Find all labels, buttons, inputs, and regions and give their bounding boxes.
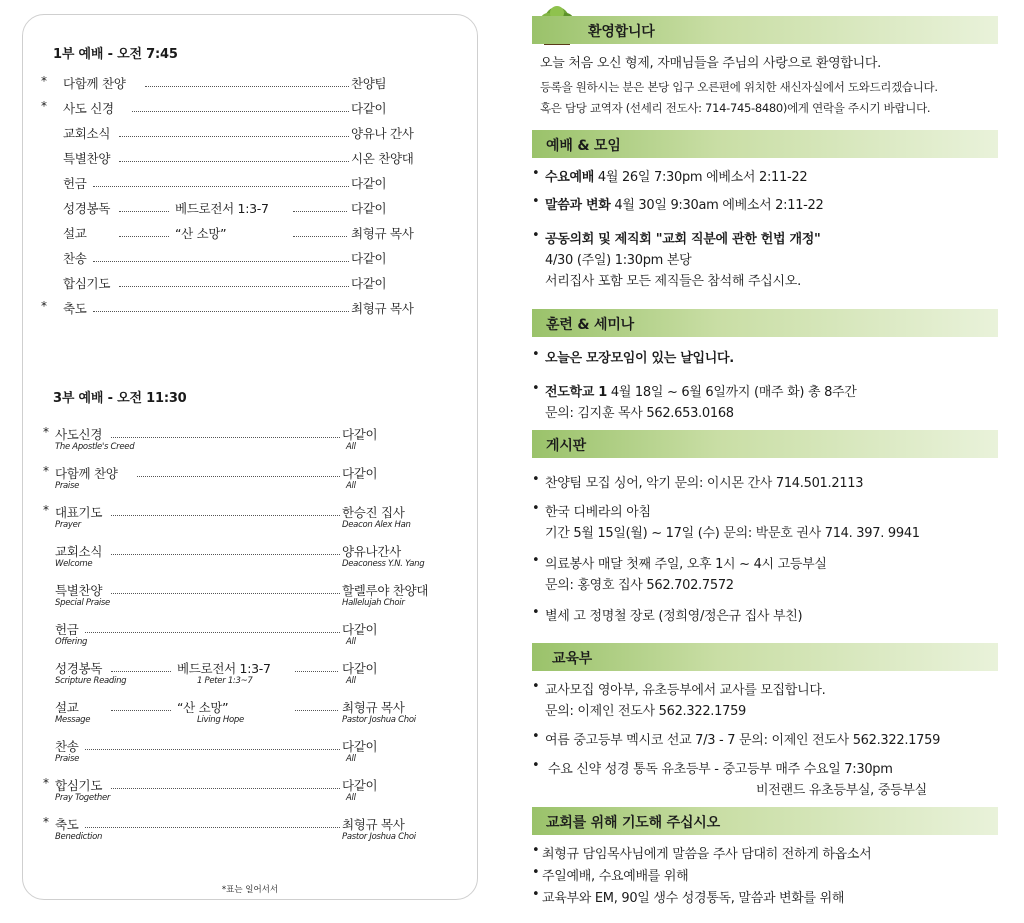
row-performer-en: All [346, 676, 356, 686]
service-row [23, 737, 477, 764]
dot-leader [295, 661, 338, 672]
row-label-en: Pray Together [55, 793, 111, 803]
dot-leader [145, 76, 349, 87]
congregation-meeting-item: 공동의회 및 제직회 "교회 직분에 관한 헌법 개정" [545, 232, 821, 247]
bullet-icon: • [532, 166, 540, 181]
order-of-service-card [22, 14, 478, 900]
service-row [23, 199, 477, 219]
row-performer-en: All [346, 442, 356, 452]
row-label-en: Special Praise [55, 598, 110, 608]
dot-leader [93, 301, 349, 312]
mexico-mission-item: 여름 중고등부 멕시코 선교 7/3 - 7 문의: 이제인 전도사 562.322.1759 [545, 733, 941, 748]
service-row [23, 776, 477, 803]
bullet-icon: • [532, 887, 540, 902]
service-row [23, 299, 477, 319]
service-row [23, 620, 477, 647]
dot-leader [111, 700, 171, 711]
welcome-title: 환영합니다 [588, 24, 655, 40]
praise-team-item: 찬양팀 모집 싱어, 악기 문의: 이시몬 간사 714.501.2113 [545, 476, 864, 491]
wed-service-item: 수요예배 4월 26일 7:30pm 에베소서 2:11-22 [545, 170, 808, 185]
row-label-en: Offering [55, 637, 88, 647]
row-performer: 최형규 목사 [351, 226, 414, 241]
welcome-line-2: 등록을 원하시는 분은 본당 입구 오른편에 위치한 새신자실에서 도와드리겠습니다. [540, 80, 938, 94]
row-passage-en: 1 Peter 1:3~7 [197, 676, 253, 686]
row-passage: “산 소망” [175, 226, 227, 241]
bible-reading-item: 수요 신약 성경 통독 유초등부 - 중고등부 매주 수요일 7:30pm [548, 762, 893, 777]
row-label: 대표기도 [55, 505, 103, 520]
prayer-title: 교회를 위해 기도해 주십시오 [546, 815, 720, 831]
dot-leader [85, 739, 340, 750]
bullet-icon: • [532, 729, 540, 744]
row-label: 찬송 [63, 251, 87, 266]
row-performer: 다같이 [351, 276, 387, 291]
service-row [23, 659, 477, 686]
standing-marker: * [41, 74, 47, 88]
row-performer: 최형규 목사 [342, 817, 405, 832]
dot-leader [111, 427, 340, 438]
education-title: 교육부 [552, 651, 592, 667]
bullet-icon: • [532, 843, 540, 858]
row-label: 특별찬양 [63, 151, 111, 166]
service-row [23, 149, 477, 169]
service-row [23, 425, 477, 452]
row-label-en: Message [55, 715, 91, 725]
dot-leader [93, 176, 349, 187]
row-performer-en: Hallelujah Choir [342, 598, 405, 608]
row-performer-en: Pastor Joshua Choi [342, 832, 416, 842]
service3-title: 3부 예배 - 오전 11:30 [53, 391, 187, 406]
board-header [532, 430, 998, 458]
row-performer-en: Deacon Alex Han [342, 520, 411, 530]
medical-service-contact: 문의: 홍영호 집사 562.702.7572 [545, 578, 734, 593]
row-performer: 다같이 [342, 622, 378, 637]
obituary-item: 별세 고 정명철 장로 (정희영/정은규 집사 부친) [545, 609, 803, 624]
standing-marker: * [43, 464, 49, 478]
row-label-en: Benediction [55, 832, 103, 842]
row-label: 사도 신경 [63, 101, 114, 116]
board-title: 게시판 [546, 438, 586, 454]
evangelism-school-item: 전도학교 1 4월 18일 ~ 6월 6일까지 (매주 화) 총 8주간 [545, 385, 857, 400]
row-performer-en: Deaconess Y.N. Yang [342, 559, 425, 569]
row-label-en: Welcome [55, 559, 93, 569]
dot-leader [111, 505, 340, 516]
row-label-en: Praise [55, 481, 80, 491]
standing-marker: * [41, 99, 47, 113]
congregation-meeting-time: 4/30 (주일) 1:30pm 본당 [545, 253, 692, 268]
service-row [23, 99, 477, 119]
worship-title: 예배 & 모임 [546, 138, 621, 154]
dot-leader [111, 778, 340, 789]
row-performer: 한승진 집사 [342, 505, 405, 520]
row-label: 특별찬양 [55, 583, 103, 598]
row-label: 사도신경 [55, 427, 103, 442]
word-change-item: 말씀과 변화 4월 30일 9:30am 에베소서 2:11-22 [545, 198, 824, 213]
row-passage-en: Living Hope [197, 715, 244, 725]
standing-marker: * [43, 425, 49, 439]
bullet-icon: • [532, 553, 540, 568]
row-label: 찬송 [55, 739, 79, 754]
evangelism-school-contact: 문의: 김지훈 목사 562.653.0168 [545, 406, 734, 421]
service-row [23, 174, 477, 194]
education-header [532, 643, 998, 671]
dot-leader [85, 817, 340, 828]
row-performer: 다같이 [351, 176, 387, 191]
row-performer: 다같이 [342, 739, 378, 754]
service-row [23, 224, 477, 244]
bullet-icon: • [532, 679, 540, 694]
bullet-icon: • [532, 758, 540, 773]
row-performer: 양유나 간사 [351, 126, 414, 141]
dot-leader [119, 126, 349, 137]
service-row [23, 698, 477, 725]
row-performer: 최형규 목사 [351, 301, 414, 316]
teacher-recruit-contact: 문의: 이제인 전도사 562.322.1759 [545, 704, 747, 719]
standing-marker: * [43, 815, 49, 829]
service-row [23, 249, 477, 269]
training-title: 훈련 & 세미나 [546, 317, 634, 333]
dot-leader [111, 661, 171, 672]
welcome-line-3: 혹은 담당 교역자 (선세리 전도사: 714-745-8480)에게 연락을 주시기 바랍니다. [540, 101, 931, 115]
medical-service-item: 의료봉사 매달 첫째 주일, 오후 1시 ~ 4시 고등부실 [545, 557, 827, 572]
row-label: 설교 [55, 700, 79, 715]
row-label: 성경봉독 [55, 661, 103, 676]
bullet-icon: • [532, 381, 540, 396]
tiberias-detail: 기간 5월 15일(월) ~ 17일 (수) 문의: 박문호 권사 714. 397. 9941 [545, 526, 920, 541]
bullet-icon: • [532, 865, 540, 880]
row-performer: 시온 찬양대 [351, 151, 414, 166]
dot-leader [111, 583, 340, 594]
standing-marker: * [43, 776, 49, 790]
teacher-recruit-item: 교사모집 영아부, 유초등부에서 교사를 모집합니다. [545, 683, 826, 698]
row-label-en: Scripture Reading [55, 676, 127, 686]
row-performer: 다같이 [342, 661, 378, 676]
congregation-meeting-note: 서리집사 포함 모든 제직들은 참석해 주십시오. [545, 274, 801, 289]
dot-leader [111, 544, 340, 555]
dot-leader [119, 151, 349, 162]
prayer-item-1: 최형규 담임목사님에게 말씀을 주사 담대히 전하게 하옵소서 [542, 847, 872, 862]
dot-leader [132, 101, 349, 112]
row-performer-en: All [346, 481, 356, 491]
row-label: 합심기도 [55, 778, 103, 793]
row-performer: 찬양팀 [351, 76, 387, 91]
service-row [23, 274, 477, 294]
service-row [23, 815, 477, 842]
service-row [23, 464, 477, 491]
row-performer: 다같이 [342, 466, 378, 481]
bullet-icon: • [532, 194, 540, 209]
row-performer-en: All [346, 793, 356, 803]
leaders-meeting-item: 오늘은 모장모임이 있는 날입니다. [545, 351, 734, 366]
bullet-icon: • [532, 501, 540, 516]
service-row [23, 581, 477, 608]
row-label: 축도 [63, 301, 87, 316]
dot-leader [119, 226, 169, 237]
bullet-icon: • [532, 605, 540, 620]
service-row [23, 124, 477, 144]
row-performer: 다같이 [351, 101, 387, 116]
bullet-icon: • [532, 472, 540, 487]
row-label-en: Praise [55, 754, 80, 764]
row-performer-en: All [346, 754, 356, 764]
row-performer: 최형규 목사 [342, 700, 405, 715]
row-performer: 할렐루야 찬양대 [342, 583, 429, 598]
row-label: 다함께 찬양 [55, 466, 118, 481]
dot-leader [119, 201, 169, 212]
welcome-line-1: 오늘 처음 오신 형제, 자매님들을 주님의 사랑으로 환영합니다. [540, 56, 881, 71]
bullet-icon: • [532, 347, 540, 362]
row-label-en: The Apostle's Creed [55, 442, 135, 452]
row-label: 합심기도 [63, 276, 111, 291]
tiberias-item: 한국 디베라의 아침 [545, 505, 651, 520]
service-row [23, 503, 477, 530]
row-label: 성경봉독 [63, 201, 111, 216]
row-performer: 다같이 [351, 251, 387, 266]
row-label: 다함께 찬양 [63, 76, 126, 91]
row-label: 헌금 [55, 622, 79, 637]
dot-leader [137, 466, 340, 477]
row-performer-en: Pastor Joshua Choi [342, 715, 416, 725]
row-label: 축도 [55, 817, 79, 832]
prayer-item-3: 교육부와 EM, 90일 생수 성경통독, 말씀과 변화를 위해 [542, 891, 845, 906]
row-passage: 베드로전서 1:3-7 [175, 201, 269, 216]
row-performer-en: All [346, 637, 356, 647]
dot-leader [293, 201, 347, 212]
row-passage: 베드로전서 1:3-7 [177, 661, 271, 676]
footnote: *표는 일어서서 [221, 885, 279, 895]
dot-leader [85, 622, 340, 633]
service-row [23, 74, 477, 94]
standing-marker: * [41, 299, 47, 313]
dot-leader [293, 226, 347, 237]
dot-leader [93, 251, 349, 262]
prayer-item-2: 주일예배, 수요예배를 위해 [542, 869, 689, 884]
row-label: 헌금 [63, 176, 87, 191]
dot-leader [295, 700, 338, 711]
bullet-icon: • [532, 228, 540, 243]
bible-reading-location: 비전랜드 유초등부실, 중등부실 [756, 783, 927, 798]
standing-marker: * [43, 503, 49, 517]
row-label: 교회소식 [63, 126, 111, 141]
service1-title: 1부 예배 - 오전 7:45 [53, 47, 178, 62]
row-passage: “산 소망” [177, 700, 229, 715]
row-performer: 다같이 [351, 201, 387, 216]
row-label: 교회소식 [55, 544, 103, 559]
row-label-en: Prayer [55, 520, 81, 530]
service-row [23, 542, 477, 569]
row-performer: 다같이 [342, 778, 378, 793]
dot-leader [119, 276, 349, 287]
row-label: 설교 [63, 226, 87, 241]
row-performer: 양유나간사 [342, 544, 401, 559]
row-performer: 다같이 [342, 427, 378, 442]
